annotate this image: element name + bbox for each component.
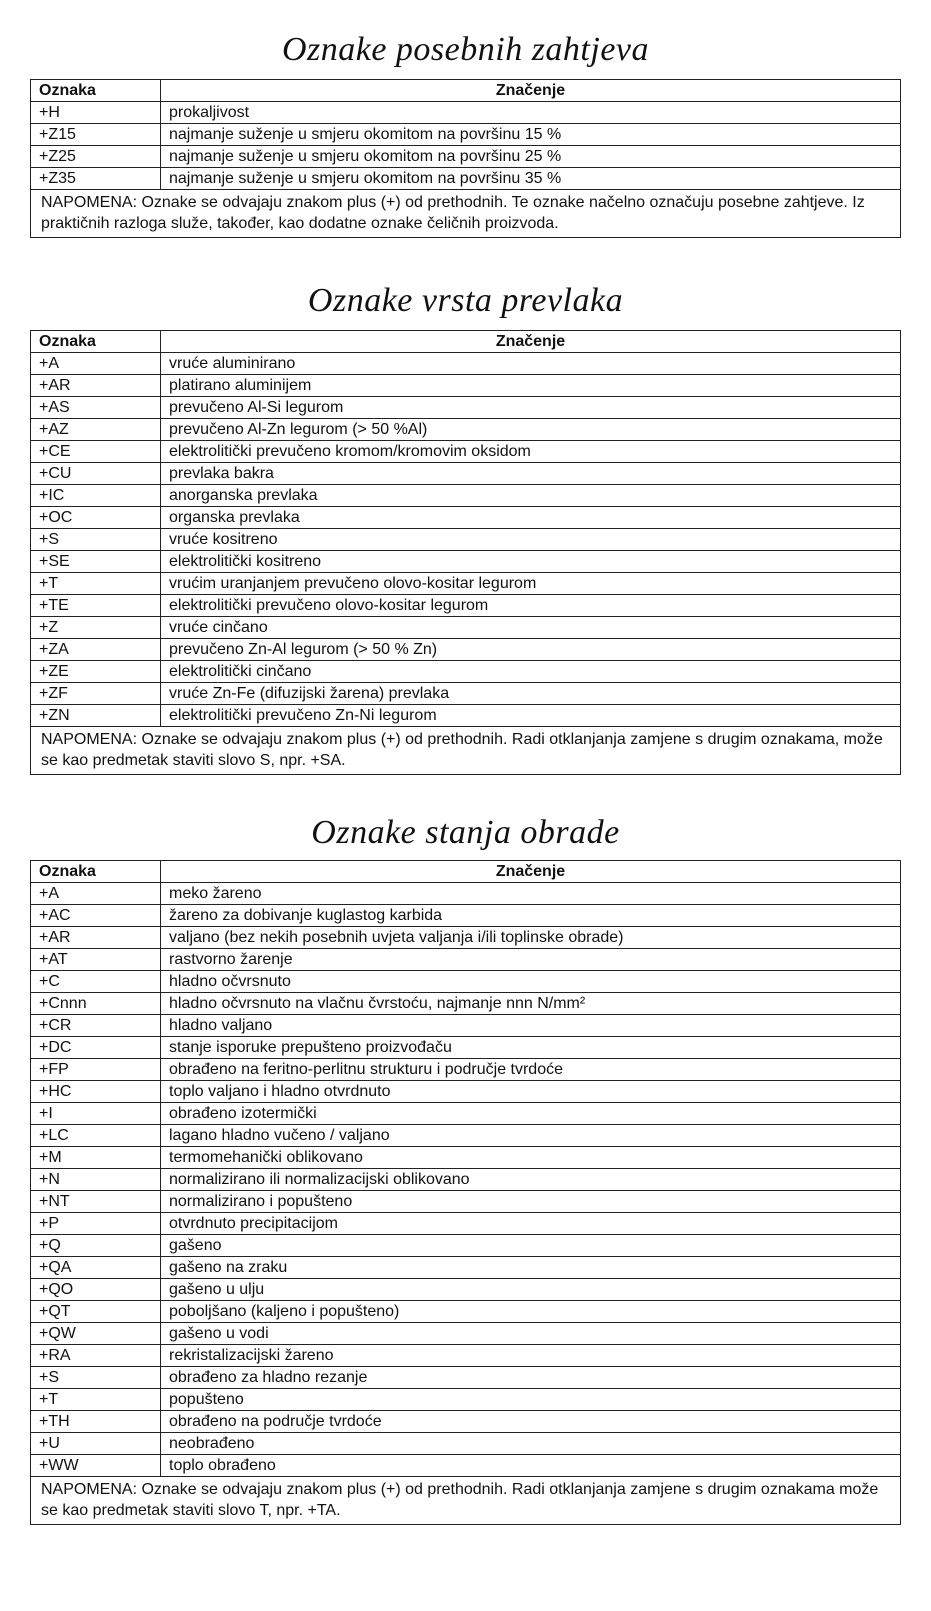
table-treatment-conditions bbox=[30, 860, 901, 1525]
table-row bbox=[31, 971, 901, 993]
section-title-coating-types: Oznake vrsta prevlaka bbox=[307, 282, 624, 319]
meaning-cell: toplo valjano i hladno otvrdnuto bbox=[161, 1081, 901, 1103]
code-cell: +A bbox=[31, 353, 161, 375]
code-cell: +TE bbox=[31, 595, 161, 617]
column-header-meaning: Značenje bbox=[161, 861, 901, 883]
table-row bbox=[31, 1015, 901, 1037]
meaning-cell: gašeno u ulju bbox=[161, 1279, 901, 1301]
code-cell: +AZ bbox=[31, 419, 161, 441]
table-row bbox=[31, 573, 901, 595]
meaning-cell: normalizirano ili normalizacijski oblikovano bbox=[161, 1169, 901, 1191]
table-row bbox=[31, 124, 901, 146]
meaning-cell: prokaljivost bbox=[161, 102, 901, 124]
column-header-code: Oznaka bbox=[31, 80, 161, 102]
code-cell: +OC bbox=[31, 507, 161, 529]
header-row bbox=[31, 861, 901, 883]
meaning-cell: popušteno bbox=[161, 1389, 901, 1411]
code-cell: +AR bbox=[31, 927, 161, 949]
table-row bbox=[31, 905, 901, 927]
table-row bbox=[31, 705, 901, 727]
column-header-meaning: Značenje bbox=[161, 331, 901, 353]
meaning-cell: rastvorno žarenje bbox=[161, 949, 901, 971]
meaning-cell: organska prevlaka bbox=[161, 507, 901, 529]
code-cell: +HC bbox=[31, 1081, 161, 1103]
column-header-code: Oznaka bbox=[31, 861, 161, 883]
meaning-cell: platirano aluminijem bbox=[161, 375, 901, 397]
note-row bbox=[31, 1477, 901, 1525]
table-row bbox=[31, 1301, 901, 1323]
table-row bbox=[31, 1037, 901, 1059]
code-cell: +QO bbox=[31, 1279, 161, 1301]
code-cell: +TH bbox=[31, 1411, 161, 1433]
table-row bbox=[31, 1433, 901, 1455]
meaning-cell: prevučeno Al-Zn legurom (> 50 %Al) bbox=[161, 419, 901, 441]
meaning-cell: gašeno u vodi bbox=[161, 1323, 901, 1345]
meaning-cell: obrađeno na feritno-perlitnu strukturu i područje tvrdoće bbox=[161, 1059, 901, 1081]
table-row bbox=[31, 507, 901, 529]
code-cell: +AT bbox=[31, 949, 161, 971]
code-cell: +CU bbox=[31, 463, 161, 485]
meaning-cell: obrađeno na područje tvrdoće bbox=[161, 1411, 901, 1433]
code-cell: +QT bbox=[31, 1301, 161, 1323]
meaning-cell: hladno očvrsnuto bbox=[161, 971, 901, 993]
table-row bbox=[31, 1059, 901, 1081]
section-title-special-requirements: Oznake posebnih zahtjeva bbox=[281, 31, 650, 68]
code-cell: +Z35 bbox=[31, 168, 161, 190]
table-row bbox=[31, 1103, 901, 1125]
note-row bbox=[31, 727, 901, 775]
code-cell: +NT bbox=[31, 1191, 161, 1213]
code-cell: +CE bbox=[31, 441, 161, 463]
code-cell: +A bbox=[31, 883, 161, 905]
meaning-cell: elektrolitički prevučeno Zn-Ni legurom bbox=[161, 705, 901, 727]
code-cell: +FP bbox=[31, 1059, 161, 1081]
meaning-cell: gašeno na zraku bbox=[161, 1257, 901, 1279]
meaning-cell: elektrolitički prevučeno kromom/kromovim oksidom bbox=[161, 441, 901, 463]
table-row bbox=[31, 639, 901, 661]
meaning-cell: gašeno bbox=[161, 1235, 901, 1257]
meaning-cell: prevučeno Zn-Al legurom (> 50 % Zn) bbox=[161, 639, 901, 661]
meaning-cell: anorganska prevlaka bbox=[161, 485, 901, 507]
meaning-cell: termomehanički oblikovano bbox=[161, 1147, 901, 1169]
table-row bbox=[31, 949, 901, 971]
note-text: NAPOMENA: Oznake se odvajaju znakom plus (+) od prethodnih. Radi otklanjanja zamjene s drugim oznakama može se kao predmetak staviti slovo T, npr. +TA. bbox=[31, 1477, 901, 1525]
code-cell: +AC bbox=[31, 905, 161, 927]
table-row bbox=[31, 1191, 901, 1213]
meaning-cell: valjano (bez nekih posebnih uvjeta valjanja i/ili toplinske obrade) bbox=[161, 927, 901, 949]
note-text: NAPOMENA: Oznake se odvajaju znakom plus (+) od prethodnih. Radi otklanjanja zamjene s drugim oznakama, može se kao predmetak staviti slovo S, npr. +SA. bbox=[31, 727, 901, 775]
table-coating-types bbox=[30, 330, 901, 775]
table-row bbox=[31, 1411, 901, 1433]
meaning-cell: obrađeno za hladno rezanje bbox=[161, 1367, 901, 1389]
code-cell: +U bbox=[31, 1433, 161, 1455]
table-row bbox=[31, 1279, 901, 1301]
table-row bbox=[31, 1257, 901, 1279]
code-cell: +I bbox=[31, 1103, 161, 1125]
table-row bbox=[31, 463, 901, 485]
table-row bbox=[31, 102, 901, 124]
meaning-cell: vruće Zn-Fe (difuzijski žarena) prevlaka bbox=[161, 683, 901, 705]
meaning-cell: elektrolitički prevučeno olovo-kositar legurom bbox=[161, 595, 901, 617]
meaning-cell: obrađeno izotermički bbox=[161, 1103, 901, 1125]
column-header-code: Oznaka bbox=[31, 331, 161, 353]
code-cell: +P bbox=[31, 1213, 161, 1235]
header-row bbox=[31, 80, 901, 102]
code-cell: +H bbox=[31, 102, 161, 124]
table-row bbox=[31, 441, 901, 463]
code-cell: +ZE bbox=[31, 661, 161, 683]
code-cell: +SE bbox=[31, 551, 161, 573]
code-cell: +QA bbox=[31, 1257, 161, 1279]
code-cell: +WW bbox=[31, 1455, 161, 1477]
table-row bbox=[31, 617, 901, 639]
meaning-cell: prevučeno Al-Si legurom bbox=[161, 397, 901, 419]
meaning-cell: stanje isporuke prepušteno proizvođaču bbox=[161, 1037, 901, 1059]
code-cell: +LC bbox=[31, 1125, 161, 1147]
table-row bbox=[31, 1125, 901, 1147]
meaning-cell: meko žareno bbox=[161, 883, 901, 905]
table-row bbox=[31, 1323, 901, 1345]
note-text: NAPOMENA: Oznake se odvajaju znakom plus (+) od prethodnih. Te oznake načelno označuju posebne zahtjeve. Iz praktičnih razloga služe, također, kao dodatne oznake čeličnih proizvoda. bbox=[31, 190, 901, 238]
code-cell: +ZA bbox=[31, 639, 161, 661]
table-row bbox=[31, 419, 901, 441]
meaning-cell: najmanje suženje u smjeru okomitom na površinu 15 % bbox=[161, 124, 901, 146]
meaning-cell: vruće kositreno bbox=[161, 529, 901, 551]
code-cell: +S bbox=[31, 529, 161, 551]
table-row bbox=[31, 1389, 901, 1411]
table-row bbox=[31, 661, 901, 683]
code-cell: +Z bbox=[31, 617, 161, 639]
meaning-cell: prevlaka bakra bbox=[161, 463, 901, 485]
meaning-cell: neobrađeno bbox=[161, 1433, 901, 1455]
code-cell: +CR bbox=[31, 1015, 161, 1037]
code-cell: +AS bbox=[31, 397, 161, 419]
meaning-cell: najmanje suženje u smjeru okomitom na površinu 35 % bbox=[161, 168, 901, 190]
code-cell: +C bbox=[31, 971, 161, 993]
table-row bbox=[31, 529, 901, 551]
table-row bbox=[31, 1213, 901, 1235]
code-cell: +T bbox=[31, 573, 161, 595]
meaning-cell: lagano hladno vučeno / valjano bbox=[161, 1125, 901, 1147]
meaning-cell: hladno valjano bbox=[161, 1015, 901, 1037]
code-cell: +T bbox=[31, 1389, 161, 1411]
code-cell: +Z25 bbox=[31, 146, 161, 168]
code-cell: +AR bbox=[31, 375, 161, 397]
section-title-treatment-conditions: Oznake stanja obrade bbox=[311, 814, 620, 851]
table-row bbox=[31, 168, 901, 190]
meaning-cell: hladno očvrsnuto na vlačnu čvrstoću, najmanje nnn N/mm² bbox=[161, 993, 901, 1015]
code-cell: +N bbox=[31, 1169, 161, 1191]
code-cell: +S bbox=[31, 1367, 161, 1389]
table-row bbox=[31, 595, 901, 617]
code-cell: +M bbox=[31, 1147, 161, 1169]
table-row bbox=[31, 1147, 901, 1169]
meaning-cell: elektrolitički kositreno bbox=[161, 551, 901, 573]
code-cell: +QW bbox=[31, 1323, 161, 1345]
meaning-cell: vruće aluminirano bbox=[161, 353, 901, 375]
code-cell: +DC bbox=[31, 1037, 161, 1059]
meaning-cell: elektrolitički cinčano bbox=[161, 661, 901, 683]
table-row bbox=[31, 1235, 901, 1257]
code-cell: +ZN bbox=[31, 705, 161, 727]
column-header-meaning: Značenje bbox=[161, 80, 901, 102]
table-row bbox=[31, 883, 901, 905]
note-row bbox=[31, 190, 901, 238]
meaning-cell: normalizirano i popušteno bbox=[161, 1191, 901, 1213]
table-row bbox=[31, 375, 901, 397]
table-row bbox=[31, 1081, 901, 1103]
table-row bbox=[31, 927, 901, 949]
table-row bbox=[31, 485, 901, 507]
table-row bbox=[31, 146, 901, 168]
meaning-cell: poboljšano (kaljeno i popušteno) bbox=[161, 1301, 901, 1323]
code-cell: +Q bbox=[31, 1235, 161, 1257]
meaning-cell: rekristalizacijski žareno bbox=[161, 1345, 901, 1367]
header-row bbox=[31, 331, 901, 353]
meaning-cell: otvrdnuto precipitacijom bbox=[161, 1213, 901, 1235]
meaning-cell: žareno za dobivanje kuglastog karbida bbox=[161, 905, 901, 927]
meaning-cell: najmanje suženje u smjeru okomitom na površinu 25 % bbox=[161, 146, 901, 168]
table-row bbox=[31, 397, 901, 419]
table-row bbox=[31, 1367, 901, 1389]
code-cell: +Z15 bbox=[31, 124, 161, 146]
table-row bbox=[31, 683, 901, 705]
meaning-cell: vruće cinčano bbox=[161, 617, 901, 639]
code-cell: +IC bbox=[31, 485, 161, 507]
table-row bbox=[31, 353, 901, 375]
meaning-cell: vrućim uranjanjem prevučeno olovo-kositar legurom bbox=[161, 573, 901, 595]
table-row bbox=[31, 1169, 901, 1191]
code-cell: +Cnnn bbox=[31, 993, 161, 1015]
table-row bbox=[31, 1345, 901, 1367]
table-row bbox=[31, 993, 901, 1015]
table-row bbox=[31, 1455, 901, 1477]
meaning-cell: toplo obrađeno bbox=[161, 1455, 901, 1477]
code-cell: +RA bbox=[31, 1345, 161, 1367]
table-row bbox=[31, 551, 901, 573]
table-special-requirements bbox=[30, 79, 901, 238]
code-cell: +ZF bbox=[31, 683, 161, 705]
